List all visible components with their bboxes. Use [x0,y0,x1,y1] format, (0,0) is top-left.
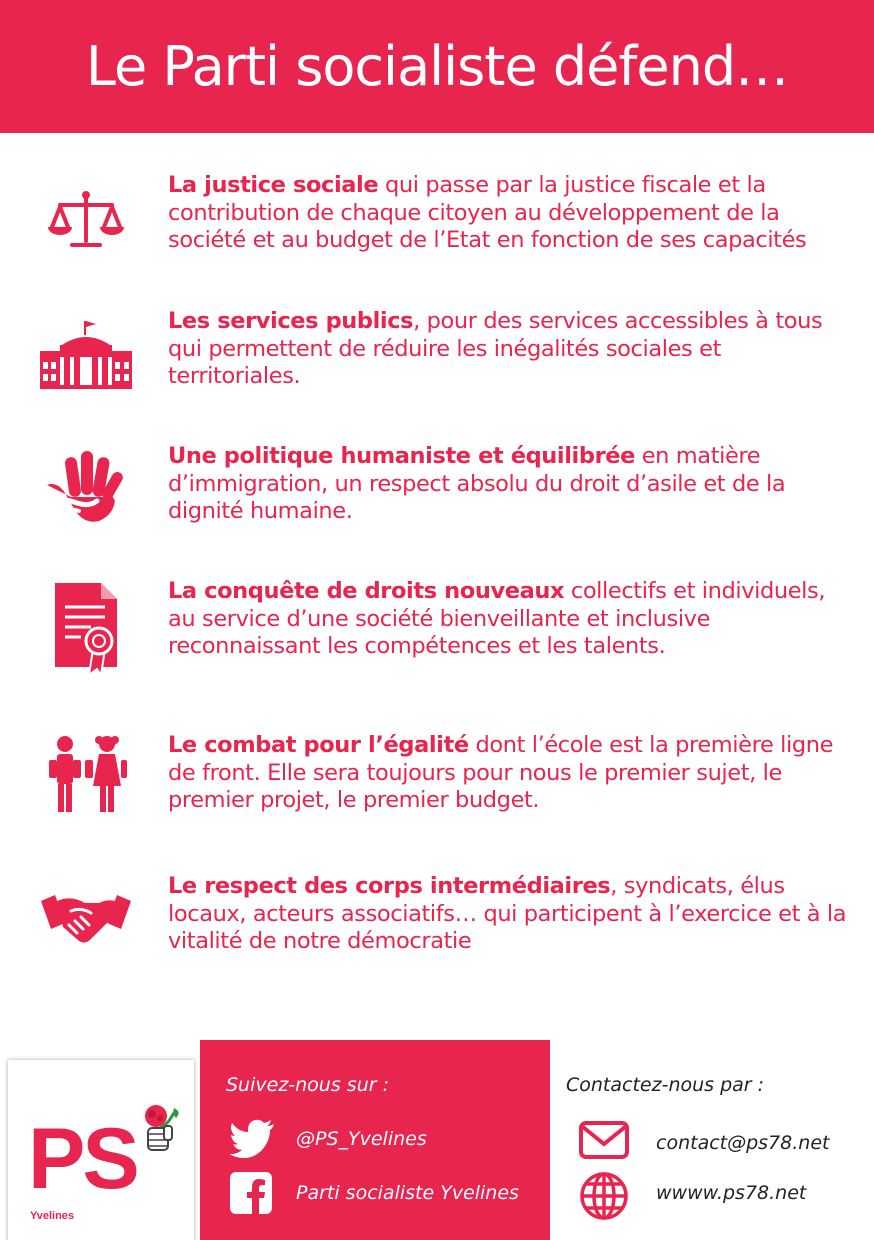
website-link[interactable] [578,1170,868,1220]
contact-panel [560,1040,874,1240]
list-item [0,172,874,272]
social-heading: Suivez-nous sur : [226,1074,389,1096]
email-address: contact@ps78.net [656,1132,830,1154]
logo-text: PS [28,1111,137,1207]
email-link[interactable] [578,1120,868,1170]
certificate-icon [38,578,134,678]
contact-heading: Contactez-nous par : [566,1074,765,1096]
list-item [0,308,874,408]
page-title: Le Parti socialiste défend… [85,34,789,98]
item-text: La justice sociale qui passe par la justice fiscale et la contribution de chaque citoyen au développement de la société et au budget de l’Etat en fonction de ses capacités [168,172,807,253]
handshake-icon [38,873,134,969]
item-text: Le respect des corps intermédiaires, syndicats, élus locaux, acteurs associatifs… qui participent à l’exercice et à la vitalité de notre démocratie [168,873,847,954]
schoolchildren-icon [38,732,134,816]
globe-icon [578,1170,630,1222]
facebook-page: Parti socialiste Yvelines [296,1182,519,1204]
public-building-icon [38,308,134,404]
item-text: Les services publics, pour des services accessibles à tous qui permettent de réduire les inégalités sociales et territoriales. [168,308,823,389]
facebook-link[interactable] [230,1172,540,1216]
header-banner [0,0,874,133]
website-url: wwww.ps78.net [656,1182,807,1204]
list-item [0,873,874,973]
logo-subtitle: Yvelines [30,1210,75,1222]
twitter-icon [230,1118,276,1158]
item-text: Le combat pour l’égalité dont l’école est la première ligne de front. Elle sera toujours pour nous le premier sujet, le premier projet, le premier budget. [168,732,834,813]
twitter-handle: @PS_Yvelines [296,1128,427,1150]
mail-icon [578,1120,630,1160]
item-text: La conquête de droits nouveaux collectifs et individuels, au service d’une société bienveillante et inclusive reconnaissant les compétences et les talents. [168,578,826,659]
list-item [0,732,874,832]
scales-icon [38,172,134,268]
facebook-icon [230,1172,272,1214]
rose-fist-icon [138,1104,182,1156]
item-text: Une politique humaniste et équilibrée en matière d’immigration, un respect absolu du droit d’asile et de la dignité humaine. [168,443,786,524]
helping-hands-icon [38,443,134,539]
list-item [0,443,874,543]
social-panel [200,1040,550,1240]
footer [0,1040,874,1240]
ps-logo [8,1060,194,1240]
list-item [0,578,874,678]
twitter-link[interactable] [230,1118,540,1162]
